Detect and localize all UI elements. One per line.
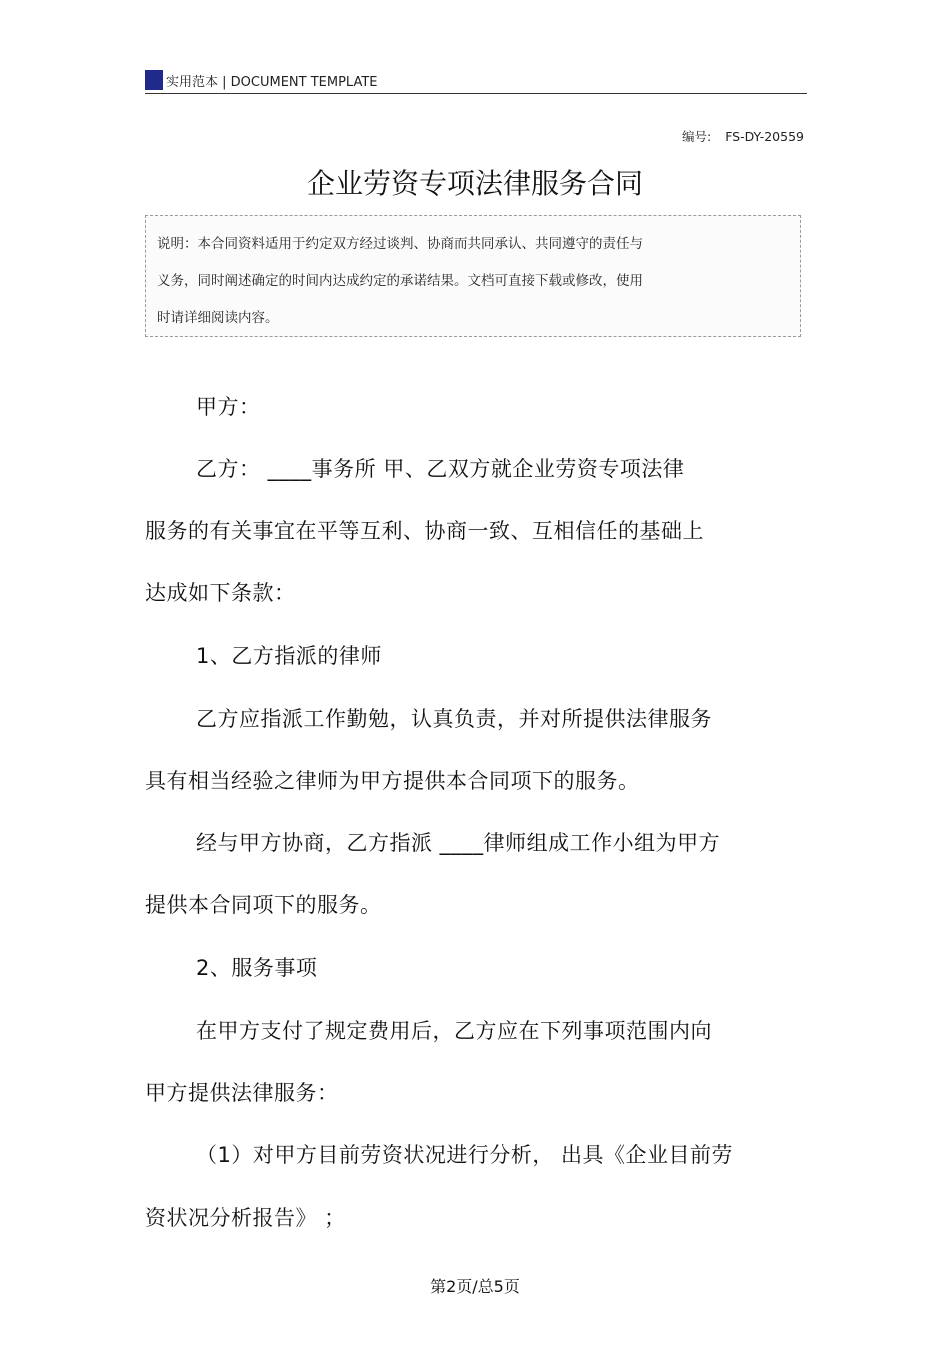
section-heading-lawyer: 1、乙方指派的律师 [196,644,382,668]
description-line: 时请详细阅读内容。 [157,310,279,326]
header-logo-square [145,70,163,90]
description-box [145,215,801,337]
body-line-party-b: 乙方： ____事务所 甲、乙双方就企业劳资专项法律 [196,457,685,481]
body-line: 达成如下条款： [145,581,296,605]
page-footer: 第2页/总5页 [430,1277,520,1296]
body-line: 经与甲方协商，乙方指派 ____律师组成工作小组为甲方 [196,831,721,855]
document-number [682,127,804,145]
body-line-party-a: 甲方： [196,395,261,419]
body-line: 甲方提供法律服务： [145,1081,339,1105]
body-line: （1）对甲方目前劳资状况进行分析， 出具《企业目前劳 [196,1143,734,1167]
body-line: 乙方应指派工作勤勉，认真负责，并对所提供法律服务 [196,707,712,731]
body-line: 资状况分析报告》 ； [145,1206,346,1230]
body-line: 在甲方支付了规定费用后，乙方应在下列事项范围内向 [196,1019,712,1043]
body-line: 提供本合同项下的服务。 [145,893,382,917]
description-line: 义务，同时阐述确定的时间内达成约定的承诺结果。文档可直接下载或修改，使用 [157,273,643,289]
document-number-label: 编号: [681,129,712,144]
header-divider [145,93,807,94]
document-number-value: FS-DY-20559 [725,129,804,144]
header-label: 实用范本 | DOCUMENT TEMPLATE [166,75,378,90]
page-title: 企业劳资专项法律服务合同 [306,167,643,200]
description-line: 说明：本合同资料适用于约定双方经过谈判、协商而共同承认、共同遵守的责任与 [157,236,643,252]
section-heading-services: 2、服务事项 [196,956,318,980]
body-line: 服务的有关事宜在平等互利、协商一致、互相信任的基础上 [145,519,704,543]
body-line: 具有相当经验之律师为甲方提供本合同项下的服务。 [145,769,640,793]
